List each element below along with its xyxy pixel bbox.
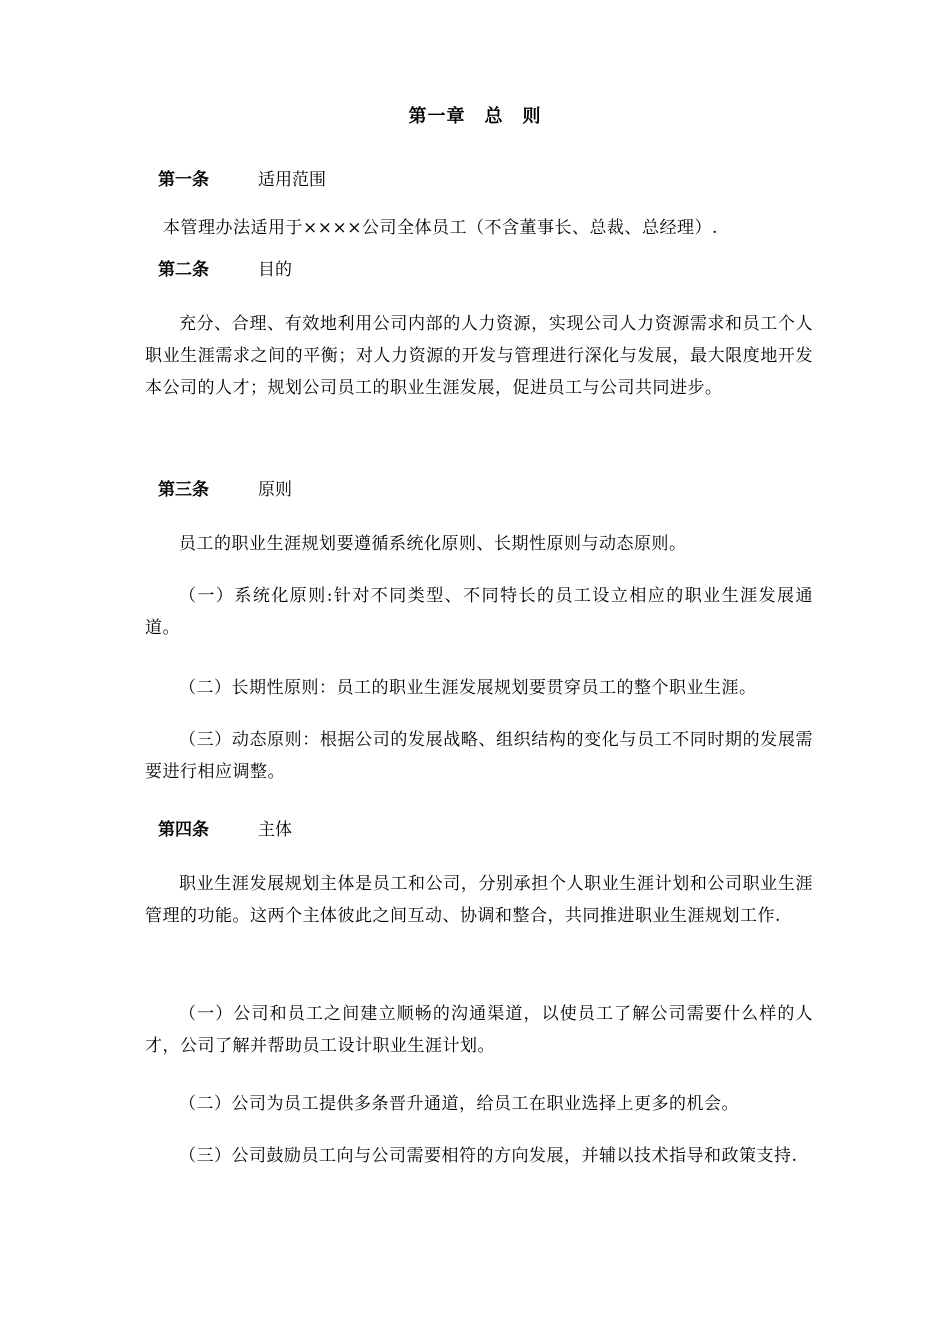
article-number: 第四条 — [158, 820, 209, 840]
article-title: 适用范围 — [258, 170, 326, 190]
article-heading — [158, 168, 326, 192]
article-paragraph: （一）系统化原则:针对不同类型、不同特长的员工设立相应的职业生涯发展通道。 — [145, 586, 813, 638]
article-paragraph: 员工的职业生涯规划要遵循系统化原则、长期性原则与动态原则。 — [179, 534, 687, 554]
article-heading — [158, 818, 292, 842]
article-title: 原则 — [258, 480, 292, 500]
article-number: 第三条 — [158, 480, 209, 500]
article-paragraph: 本管理办法适用于××××公司全体员工（不含董事长、总裁、总经理）. — [163, 218, 718, 238]
article-title: 目的 — [258, 260, 292, 280]
article-paragraph: （一）公司和员工之间建立顺畅的沟通渠道，以使员工了解公司需要什么样的人才，公司了解并帮助员工设计职业生涯计划。 — [145, 1004, 813, 1056]
article-heading — [158, 258, 292, 282]
chapter-title: 第一章 总 则 — [408, 106, 542, 127]
article-paragraph: 充分、合理、有效地利用公司内部的人力资源，实现公司人力资源需求和员工个人职业生涯需求之间的平衡；对人力资源的开发与管理进行深化与发展，最大限度地开发本公司的人才；规划公司员工的职业生涯发展，促进员工与公司共同进步。 — [145, 314, 813, 398]
article-paragraph: （三）公司鼓励员工向与公司需要相符的方向发展，并辅以技术指导和政策支持. — [179, 1146, 798, 1166]
article-number: 第一条 — [158, 170, 209, 190]
article-paragraph: （二）长期性原则：员工的职业生涯发展规划要贯穿员工的整个职业生涯。 — [179, 678, 757, 698]
article-title: 主体 — [258, 820, 292, 840]
article-number: 第二条 — [158, 260, 209, 280]
article-paragraph: （二）公司为员工提供多条晋升通道，给员工在职业选择上更多的机会。 — [179, 1094, 739, 1114]
article-paragraph: 职业生涯发展规划主体是员工和公司，分别承担个人职业生涯计划和公司职业生涯管理的功能。这两个主体彼此之间互动、协调和整合，共同推进职业生涯规划工作. — [145, 874, 813, 926]
article-paragraph: （三）动态原则：根据公司的发展战略、组织结构的变化与员工不同时期的发展需要进行相应调整。 — [145, 730, 813, 782]
article-heading — [158, 478, 292, 502]
